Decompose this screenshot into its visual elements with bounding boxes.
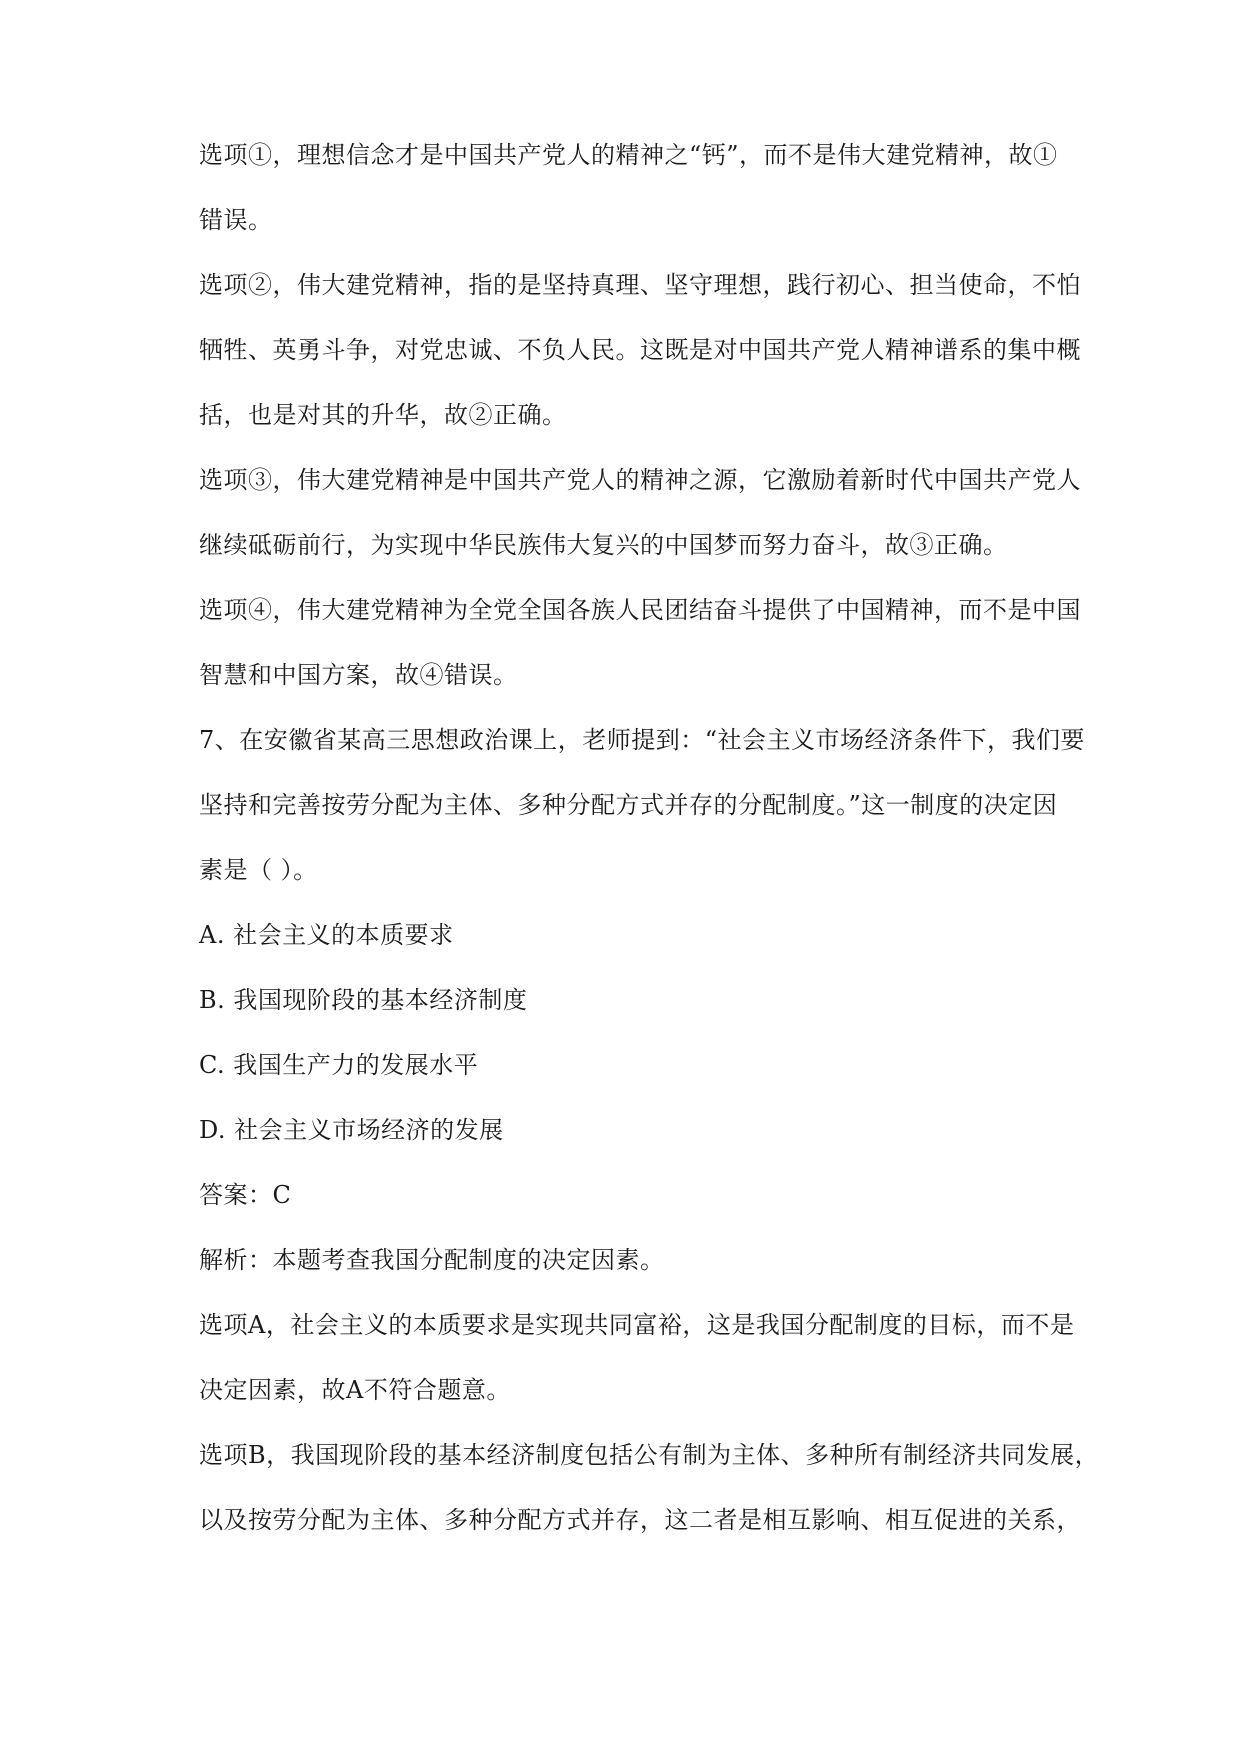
text-line: 选项③，伟大建党精神是中国共产党人的精神之源，它激励着新时代中国共产党人	[199, 466, 1081, 494]
text-line: 选项①，理想信念才是中国共产党人的精神之“钙”，而不是伟大建党精神，故①	[199, 141, 1058, 169]
text-line: 牺牲、英勇斗争，对党忠诚、不负人民。这既是对中国共产党人精神谱系的集中概	[199, 336, 1081, 364]
text-line: 括，也是对其的升华，故②正确。	[199, 401, 567, 429]
analysis-line: 解析：本题考查我国分配制度的决定因素。	[199, 1246, 665, 1274]
text-line: 选项④，伟大建党精神为全党全国各族人民团结奋斗提供了中国精神，而不是中国	[199, 596, 1081, 624]
text-line: 选项B，我国现阶段的基本经济制度包括公有制为主体、多种所有制经济共同发展，	[199, 1441, 1100, 1469]
answer-line: 答案：C	[199, 1181, 292, 1209]
text-line: 以及按劳分配为主体、多种分配方式并存，这二者是相互影响、相互促进的关系，	[199, 1506, 1081, 1534]
question-line: 素是（ ）。	[199, 856, 318, 884]
option-a: A. 社会主义的本质要求	[199, 921, 454, 949]
option-b: B. 我国现阶段的基本经济制度	[199, 986, 528, 1014]
text-line: 错误。	[199, 206, 273, 234]
option-d: D. 社会主义市场经济的发展	[199, 1116, 504, 1144]
question-line: 7、在安徽省某高三思想政治课上，老师提到：“社会主义市场经济条件下，我们要	[199, 726, 1086, 754]
question-line: 坚持和完善按劳分配为主体、多种分配方式并存的分配制度。”这一制度的决定因	[199, 791, 1058, 819]
text-line: 选项②，伟大建党精神，指的是坚持真理、坚守理想，践行初心、担当使命，不怕	[199, 271, 1081, 299]
text-line: 决定因素，故A不符合题意。	[199, 1376, 511, 1404]
text-line: 智慧和中国方案，故④错误。	[199, 661, 518, 689]
document-body	[199, 140, 1099, 1570]
text-line: 选项A，社会主义的本质要求是实现共同富裕，这是我国分配制度的目标，而不是	[199, 1311, 1075, 1339]
option-c: C. 我国生产力的发展水平	[199, 1051, 479, 1079]
text-line: 继续砥砺前行，为实现中华民族伟大复兴的中国梦而努力奋斗，故③正确。	[199, 531, 1008, 559]
